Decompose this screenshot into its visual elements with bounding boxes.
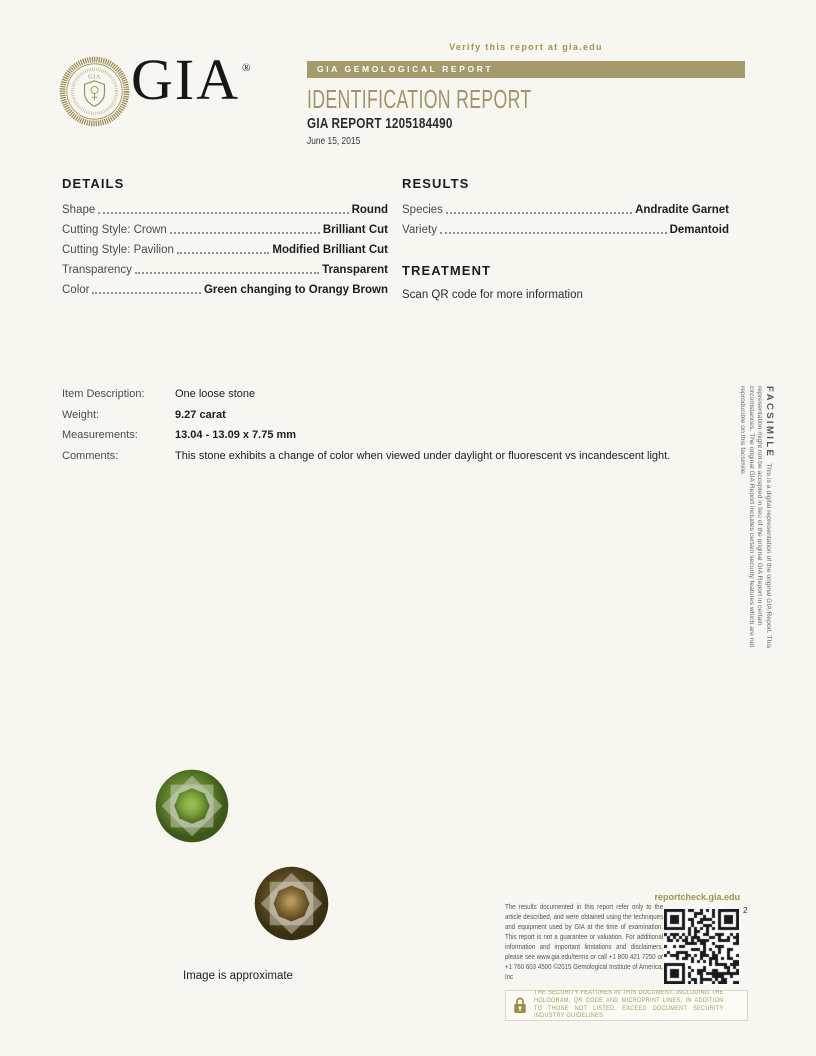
detail-row-color	[62, 280, 388, 300]
result-value: Andradite Garnet	[635, 204, 729, 216]
facsimile-word: FACSIMILE	[764, 386, 775, 459]
item-description-block	[62, 389, 752, 471]
dot-leader	[98, 212, 348, 214]
qr-code	[664, 909, 739, 984]
detail-row-crown	[62, 220, 388, 240]
detail-row-transparency	[62, 260, 388, 280]
result-row-species	[402, 200, 729, 220]
item-value: This stone exhibits a change of color when viewed under daylight or fluorescent vs incandescent light.	[175, 449, 671, 462]
result-value: Demantoid	[669, 224, 729, 236]
detail-label: Cutting Style: Pavilion	[62, 244, 174, 256]
detail-label: Cutting Style: Crown	[62, 224, 167, 236]
detail-value: Transparent	[322, 264, 388, 276]
image-approximate-caption: Image is approximate	[183, 970, 293, 982]
disclaimer-text: The results documented in this report refer only to the article described, and were obtained using the techniques and equipment used by GIA at the time of examination. This report is not a guarantee or valuation. For additional information and important limitations and disclaimers, please see www.gia.edu/terms or call +1 800 421 7250 or +1 760 603 4500 ©2015 Gemological Institute of America, Inc	[505, 902, 664, 981]
results-heading: RESULTS	[402, 176, 470, 191]
seal-monogram: GIA	[88, 74, 101, 81]
report-type-banner	[307, 61, 745, 78]
results-section	[402, 176, 729, 240]
reportcheck-link[interactable]: reportcheck.gia.edu	[654, 892, 740, 902]
detail-row-pavilion	[62, 240, 388, 260]
security-note-text: THE SECURITY FEATURES IN THIS DOCUMENT, INCLUDING THE HOLOGRAM, QR CODE AND MICROPRINT LINES, IN ADDITION TO THOSE NOT LISTED, EXCEED DOCUMENT SECURITY INDUSTRY GUIDELINES	[534, 990, 724, 1020]
banner-label: GIA GEMOLOGICAL REPORT	[317, 64, 494, 74]
detail-label: Color	[62, 284, 90, 296]
gia-seal-icon	[59, 56, 130, 127]
detail-row-shape	[62, 200, 388, 220]
treatment-heading: TREATMENT	[402, 263, 492, 278]
item-label: Weight:	[62, 408, 100, 421]
item-row-weight	[62, 410, 752, 422]
item-value: 9.27 carat	[175, 408, 226, 421]
detail-value: Green changing to Orangy Brown	[203, 284, 388, 296]
result-row-variety	[402, 220, 729, 240]
report-number: GIA REPORT 1205184490	[307, 115, 453, 132]
dot-leader	[440, 232, 667, 234]
item-row-measurements	[62, 430, 752, 442]
detail-value: Brilliant Cut	[322, 224, 388, 236]
item-label: Item Description:	[62, 388, 145, 400]
dot-leader	[170, 232, 320, 234]
details-section	[62, 176, 388, 300]
page-number: 2	[743, 906, 748, 915]
dot-leader	[92, 292, 200, 294]
item-label: Measurements:	[62, 429, 138, 441]
gemstone-image-brown	[254, 866, 329, 941]
page-title: IDENTIFICATION REPORT	[307, 84, 532, 114]
details-heading: DETAILS	[62, 176, 125, 191]
lock-icon	[513, 997, 527, 1014]
report-date: June 15, 2015	[307, 135, 361, 147]
result-label: Variety	[402, 224, 437, 236]
facsimile-text: This is a digital representation of the original GIA Report. This representation might not be accepted in lieu of the original GIA Report in certain circumstances. The original GIA Report includes certain security features which are not reproducible on this facsimile.	[739, 386, 772, 649]
item-row-description	[62, 389, 752, 401]
item-value: 13.04 - 13.09 x 7.75 mm	[175, 429, 297, 441]
item-value: One loose stone	[175, 388, 256, 400]
registered-mark: ®	[242, 62, 251, 74]
dot-leader	[135, 272, 319, 274]
gia-logotype	[131, 47, 251, 112]
item-row-comments	[62, 451, 752, 463]
detail-label: Shape	[62, 204, 96, 216]
detail-label: Transparency	[62, 264, 132, 276]
verify-report-link[interactable]: Verify this report at gia.edu	[449, 42, 603, 52]
security-features-banner	[505, 990, 748, 1021]
item-label: Comments:	[62, 449, 119, 462]
facsimile-notice	[739, 386, 775, 668]
gemstone-image-green	[155, 769, 229, 843]
dot-leader	[446, 212, 632, 214]
detail-value: Round	[351, 204, 388, 216]
dot-leader	[177, 252, 269, 254]
treatment-text: Scan QR code for more information	[402, 289, 583, 301]
detail-value: Modified Brilliant Cut	[272, 244, 388, 256]
gia-logotype-text: GIA	[131, 47, 241, 112]
treatment-section	[402, 263, 729, 301]
result-label: Species	[402, 204, 443, 216]
